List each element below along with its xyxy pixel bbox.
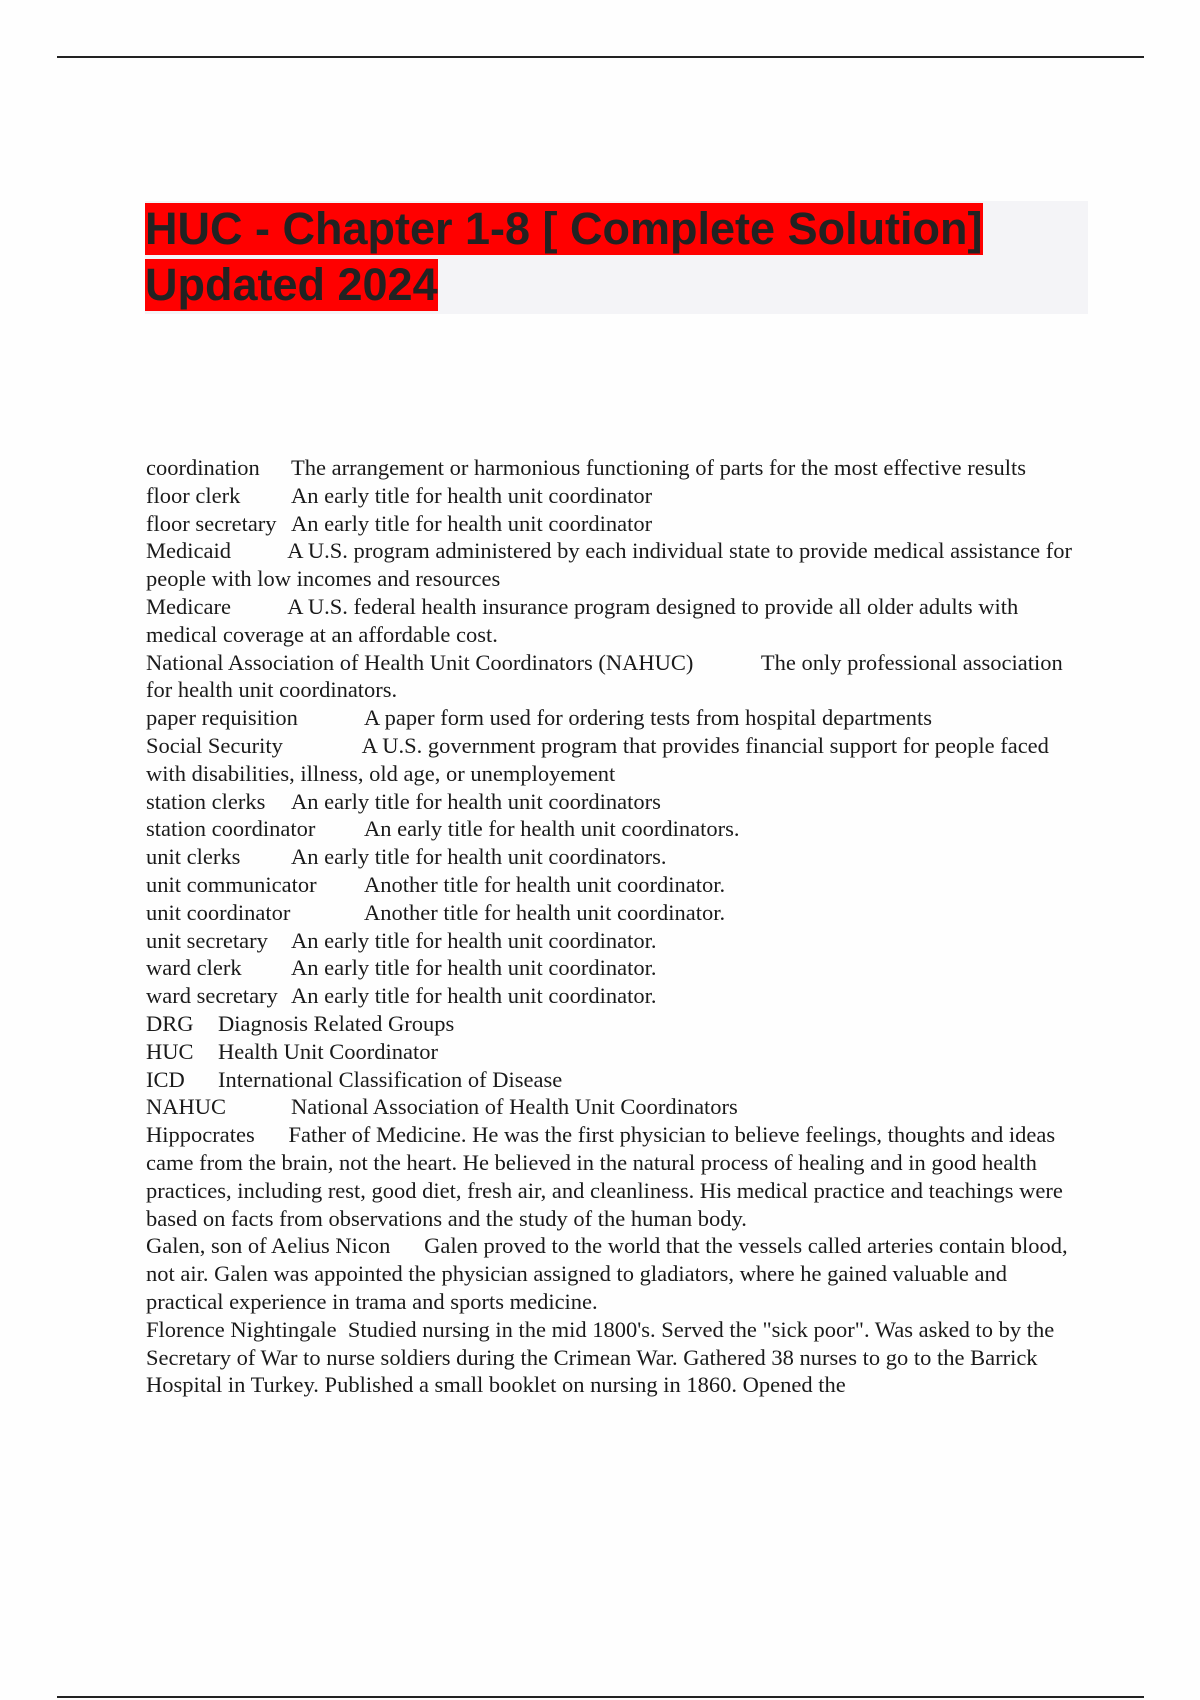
entry-definition: An early title for health unit coordinator. <box>291 983 657 1009</box>
entry-definition: An early title for health unit coordinators <box>291 788 661 814</box>
entry-definition: Studied nursing in the mid 1800's. Served the "sick poor". Was asked to by the Secretary of War to nurse soldiers during the Crimean War. Gathered 38 nurses to go to the Barrick Hospital in Turkey. Published a small booklet on nursing in 1860. Opened the <box>146 1316 1055 1398</box>
entry-term: Hippocrates <box>146 1122 255 1148</box>
entry-definition: An early title for health unit coordinator <box>291 482 653 508</box>
entry-term: ward clerk <box>146 955 242 981</box>
entry-term: coordination <box>146 455 260 480</box>
entry-term: ward secretary <box>146 983 278 1009</box>
title-line-1: HUC - Chapter 1-8 [ Complete Solution] <box>145 203 983 254</box>
glossary-entry <box>146 843 1086 871</box>
entry-term: unit coordinator <box>146 899 291 925</box>
glossary-entry <box>146 788 1086 816</box>
entry-term: Medicaid <box>146 538 231 564</box>
entry-definition: Galen proved to the world that the vessels called arteries contain blood, not air. Galen was appointed the physician assigned to gladiators, where he gained valuable and practical experience in trama and sports medicine. <box>146 1233 1068 1314</box>
entry-definition: A U.S. government program that provides financial support for people faced with disabilities, illness, old age, or unemployement <box>146 732 1049 786</box>
glossary-entry <box>146 482 1086 510</box>
entry-term: station clerks <box>146 788 266 814</box>
entry-term: National Association of Health Unit Coordinators (NAHUC) <box>146 649 694 675</box>
entry-definition: National Association of Health Unit Coordinators <box>291 1094 738 1120</box>
entry-term: unit communicator <box>146 871 317 897</box>
entry-definition: International Classification of Disease <box>218 1066 563 1092</box>
top-rule <box>57 56 1144 58</box>
entry-definition: An early title for health unit coordinator <box>291 510 653 536</box>
entry-definition: An early title for health unit coordinator. <box>291 927 657 953</box>
entry-definition: Father of Medicine. He was the first physician to believe feelings, thoughts and ideas came from the brain, not the heart. He believed in the natural process of healing and in good health practices, including rest, good diet, fresh air, and cleanliness. His medical practice and teachings were based on facts from observations and the study of the human body. <box>146 1122 1063 1231</box>
entry-term: HUC <box>146 1038 194 1064</box>
entry-definition: An early title for health unit coordinators. <box>364 816 740 842</box>
glossary-entry <box>146 537 1086 593</box>
entry-definition: The arrangement or harmonious functioning of parts for the most effective results <box>291 455 1026 480</box>
entry-definition: An early title for health unit coordinators. <box>291 844 667 870</box>
glossary-entry <box>146 704 1086 732</box>
entry-term: Medicare <box>146 593 231 619</box>
entry-term: unit clerks <box>146 844 241 870</box>
glossary-entry <box>146 954 1086 982</box>
entry-term: NAHUC <box>146 1094 227 1120</box>
entry-definition: A paper form used for ordering tests from hospital departments <box>364 705 932 731</box>
glossary-entry <box>146 732 1086 788</box>
entry-term: unit secretary <box>146 927 268 953</box>
entry-definition: Another title for health unit coordinator. <box>364 899 726 925</box>
entry-term: Galen, son of Aelius Nicon <box>146 1233 391 1259</box>
glossary-entry <box>146 1066 1086 1094</box>
bottom-rule <box>57 1696 1144 1698</box>
glossary-entry <box>146 871 1086 899</box>
glossary-entry <box>146 1093 1086 1121</box>
glossary-entry <box>146 1316 1086 1399</box>
glossary-entry <box>146 649 1086 705</box>
title-block <box>145 201 1088 314</box>
entry-definition: The only professional association for health unit coordinators. <box>146 649 1063 703</box>
glossary-entry <box>146 982 1086 1010</box>
entry-definition: An early title for health unit coordinator. <box>291 955 657 981</box>
entry-term: floor clerk <box>146 482 241 508</box>
glossary-entry <box>146 927 1086 955</box>
glossary-entry <box>146 510 1086 538</box>
glossary-entry <box>146 899 1086 927</box>
entry-definition: Diagnosis Related Groups <box>218 1010 455 1036</box>
entry-term: ICD <box>146 1066 185 1092</box>
glossary-entry <box>146 815 1086 843</box>
glossary-entry <box>146 1010 1086 1038</box>
entry-definition: Another title for health unit coordinator. <box>364 871 726 897</box>
glossary-entry <box>146 593 1086 649</box>
glossary-entry <box>146 1232 1086 1315</box>
entry-definition: A U.S. program administered by each individual state to provide medical assistance for people with low incomes and resources <box>146 538 1073 592</box>
glossary-entry <box>146 1038 1086 1066</box>
entry-term: paper requisition <box>146 705 298 731</box>
entry-term: Social Security <box>146 732 283 758</box>
entry-term: station coordinator <box>146 816 316 842</box>
entry-definition: A U.S. federal health insurance program designed to provide all older adults with medical coverage at an affordable cost. <box>146 593 1019 647</box>
title-line-2: Updated 2024 <box>145 259 438 310</box>
glossary-entry <box>146 454 1086 482</box>
glossary-entry <box>146 1121 1086 1232</box>
entry-definition: Health Unit Coordinator <box>218 1038 438 1064</box>
entry-term: floor secretary <box>146 510 277 536</box>
document-title <box>145 201 1088 313</box>
glossary-body <box>146 454 1086 1399</box>
entry-term: Florence Nightingale <box>146 1316 337 1342</box>
entry-term: DRG <box>146 1010 194 1036</box>
